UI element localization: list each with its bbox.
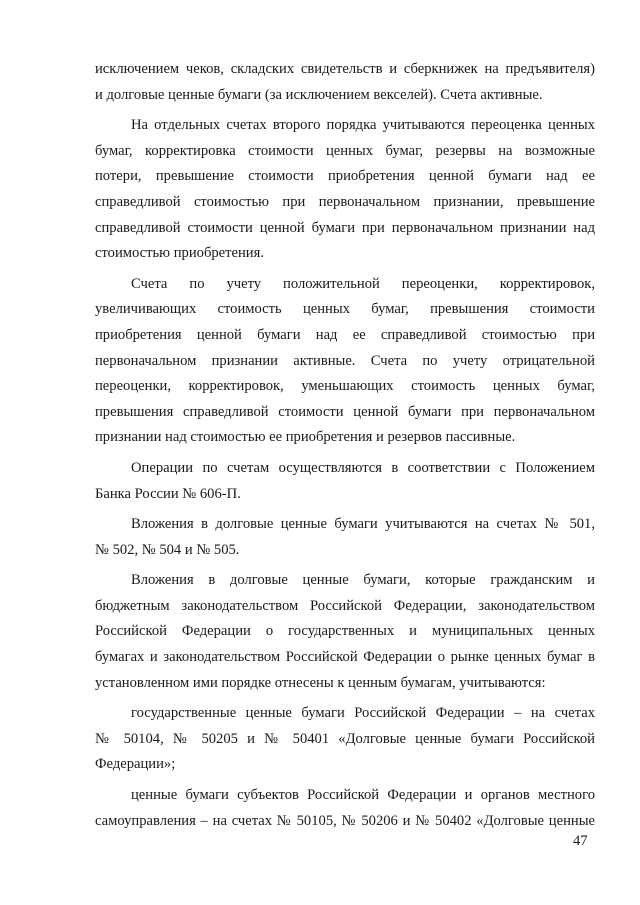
text-line: № 502, № 504 и № 505. <box>95 541 240 558</box>
text-line: № 50104, № 50205 и № 50401 «Долговые ценные бумаги Российской <box>95 730 595 747</box>
text-line: превышения справедливой стоимости ценной бумаги при первоначальном <box>95 403 595 420</box>
text-line: На отдельных счетах второго порядка учитываются переоценка ценных <box>131 117 595 134</box>
paragraph-5 <box>95 512 595 563</box>
document-page <box>95 57 595 834</box>
text-line: признании над стоимостью ее приобретения и резервов пассивные. <box>95 429 516 446</box>
text-line: Операции по счетам осуществляются в соответствии с Положением <box>131 459 595 476</box>
paragraph-6 <box>95 568 595 696</box>
text-line: Федерации»; <box>95 756 176 773</box>
text-line: стоимостью приобретения. <box>95 245 264 262</box>
text-line: бумагах и законодательством Российской Федерации о рынке ценных бумаг в <box>95 649 595 666</box>
text-line: Вложения в долговые ценные бумаги, которые гражданским и <box>131 572 595 589</box>
paragraph-4 <box>95 456 595 507</box>
text-line: государственные ценные бумаги Российской Федерации – на счетах <box>131 705 595 722</box>
text-line: переоценки, корректировок, уменьшающих стоимость ценных бумаг, <box>95 378 595 395</box>
paragraph-3 <box>95 272 595 451</box>
text-line: бюджетным законодательством Российской Федерации, законодательством <box>95 597 595 614</box>
text-line: Вложения в долговые ценные бумаги учитываются на счетах № 501, <box>131 516 595 533</box>
text-line: бумаг, корректировка стоимости ценных бумаг, резервы на возможные <box>95 142 595 159</box>
text-line: первоначальном признании активные. Счета по учету отрицательной <box>95 352 595 369</box>
text-line: самоуправления – на счетах № 50105, № 50206 и № 50402 «Долговые ценные <box>95 812 595 829</box>
paragraph-2 <box>95 113 595 267</box>
text-line: увеличивающих стоимость ценных бумаг, превышения стоимости <box>95 301 595 318</box>
text-line: ценные бумаги субъектов Российской Федерации и органов местного <box>131 787 595 804</box>
paragraph-8 <box>95 783 595 834</box>
text-line: исключением чеков, складских свидетельств и сберкнижек на предъявителя) <box>95 61 595 77</box>
text-line: установленном ими порядке отнесены к ценным бумагам, учитываются: <box>95 674 546 691</box>
text-line: Российской Федерации о государственных и муниципальных ценных <box>95 623 595 640</box>
text-line: справедливой стоимостью при первоначальном признании, превышение <box>95 193 595 210</box>
text-line: потери, превышение стоимости приобретения ценной бумаги над ее <box>95 168 595 185</box>
paragraph-7 <box>95 701 595 778</box>
text-line: Счета по учету положительной переоценки, корректировок, <box>131 275 595 292</box>
text-line: приобретения ценной бумаги над ее справедливой стоимостью при <box>95 326 595 343</box>
page-number: 47 <box>573 833 588 849</box>
paragraph-1 <box>95 57 595 108</box>
text-line: справедливой стоимости ценной бумаги при первоначальном признании над <box>95 219 595 236</box>
text-line: Банка России № 606-П. <box>95 485 241 502</box>
text-line: и долговые ценные бумаги (за исключением векселей). Счета активные. <box>95 86 543 103</box>
